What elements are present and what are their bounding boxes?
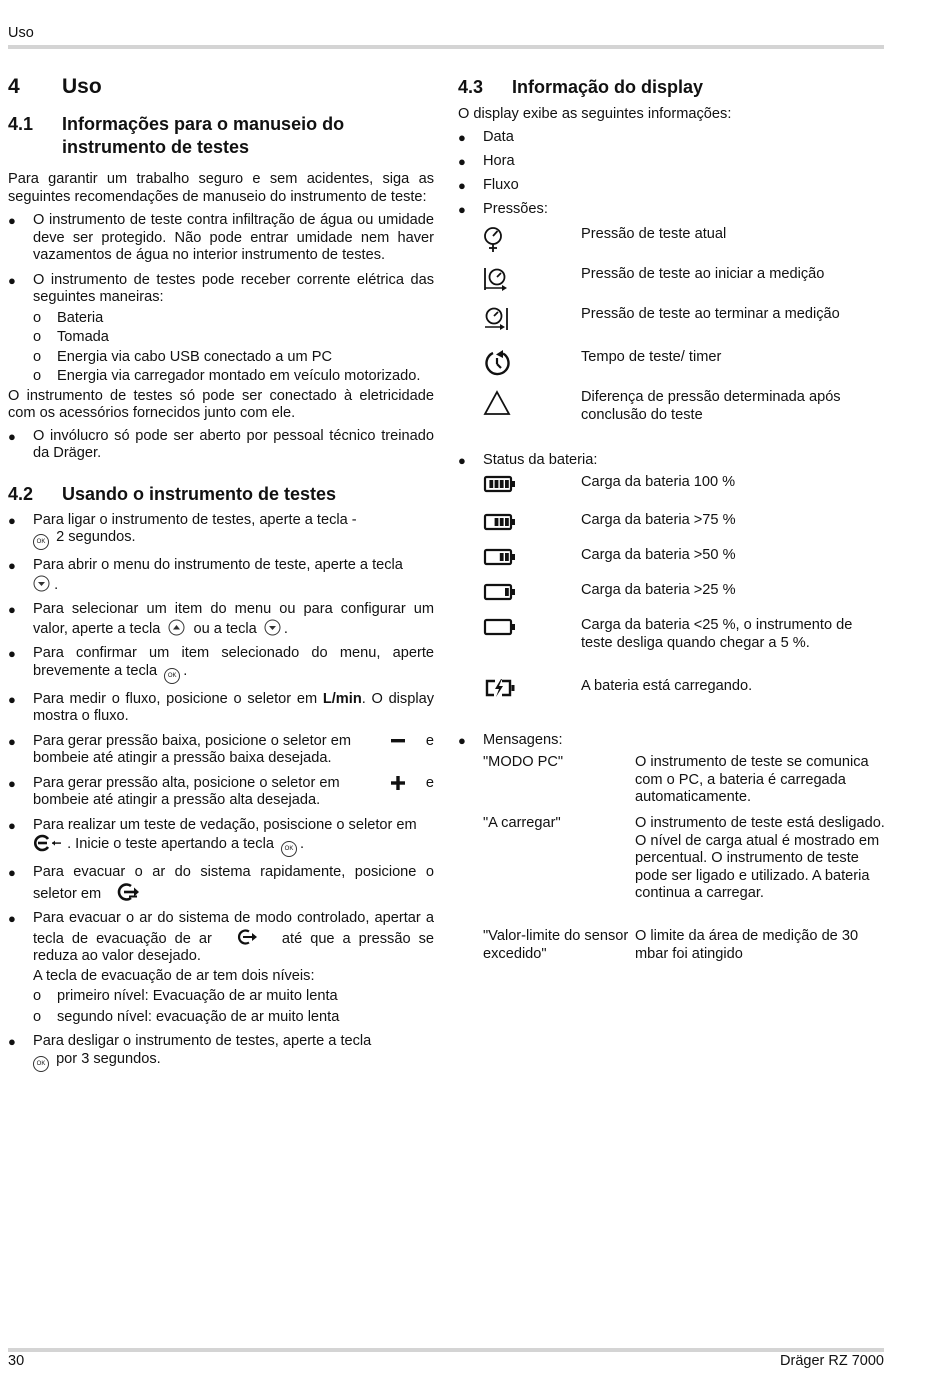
section-heading-4-3 (458, 76, 884, 99)
battery-bar (505, 553, 509, 561)
running-header: Uso (8, 25, 34, 41)
product-name: Dräger RZ 7000 (780, 1353, 884, 1369)
list-item: ● Hora (458, 153, 884, 177)
battery-bar (505, 588, 509, 596)
handling-list (8, 212, 434, 463)
battery-25-icon (483, 582, 517, 602)
battery-row: Carga da bateria <25 %, o instrumento de teste desliga quando chegar a 5 %. (483, 617, 881, 652)
messages-list (458, 732, 884, 756)
display-intro: O display exibe as seguintes informações: (458, 106, 732, 122)
battery-row: Carga da bateria >75 % (483, 512, 881, 538)
left-column (8, 74, 434, 1072)
evacuation-levels-list (8, 988, 434, 1026)
list-item: o Energia via cabo USB conectado a um PC (33, 349, 434, 367)
right-column (458, 76, 884, 976)
timer-row: Tempo de teste/ timer (483, 349, 881, 383)
message-key: "Valor-limite do sensor excedido" (483, 928, 629, 962)
ok-key-icon: OK (33, 1056, 49, 1072)
header-rule (8, 45, 884, 49)
battery-row: Carga da bateria >50 % (483, 547, 881, 573)
pressure-end-icon (483, 306, 509, 332)
pressure-current-icon (483, 226, 507, 254)
section-number: 4.2 (8, 483, 34, 504)
battery-50-icon (483, 547, 517, 567)
battery-bar (500, 480, 504, 488)
chapter-title: Uso (62, 75, 102, 98)
battery-bar (495, 518, 499, 526)
message-value: O instrumento de teste está desligado. O nível de carga atual é mostrado em percentual. O instrumento de teste pode ser ligado e utilizado. A bateria continua a carregar. (635, 815, 885, 901)
battery-75-icon (483, 512, 517, 532)
battery-bar (500, 518, 504, 526)
battery-row: A bateria está carregando. (483, 678, 881, 704)
intro-paragraph: Para garantir um trabalho seguro e sem acidentes, siga as seguintes recomendações de manuseio do instrumento de teste: (8, 171, 434, 205)
ok-key-icon: OK (281, 841, 297, 857)
message-key: "A carregar" (483, 815, 561, 831)
battery-status-list (458, 452, 884, 476)
message-key: "MODO PC" (483, 754, 564, 770)
battery-bar (489, 480, 493, 488)
list-item: ● Para gerar pressão baixa, posicione o seletor em e bombeie até atingir a pressão baixa desejada. (8, 733, 434, 768)
battery-bar (495, 480, 499, 488)
message-row (483, 754, 885, 807)
list-item: ● O instrumento de teste contra infiltração de água ou umidade deve ser protegido. Não pode entrar umidade nem haver vazamentos de água no interior instrumento de testes. (8, 212, 434, 265)
section-number: 4.3 (458, 77, 484, 97)
quick-evacuation-selector-icon (115, 882, 141, 902)
section-title: Informação do display (512, 77, 704, 97)
note-paragraph: O instrumento de testes só pode ser conectado à eletricidade com os acessórios fornecidos junto com ele. (8, 387, 434, 421)
pressure-current-row: Pressão de teste atual (483, 226, 881, 260)
chapter-heading (8, 74, 434, 100)
delta-row: Diferença de pressão determinada após conclusão do teste (483, 389, 881, 424)
list-item: ● Mensagens: (458, 732, 884, 756)
list-item: ● Para abrir o menu do instrumento de teste, aperte a tecla . (8, 557, 434, 594)
battery-bar (505, 480, 509, 488)
message-value: O instrumento de teste se comunica com o PC, a bateria é carregada automaticamente. (635, 754, 869, 805)
list-item: ● Pressões: (458, 201, 884, 225)
battery-100-icon (483, 474, 517, 494)
list-item: o Bateria (33, 310, 434, 328)
plus-selector-icon (390, 775, 406, 791)
list-item: ● Para selecionar um item do menu ou para configurar um valor, aperte a tecla ou a tecla . (8, 601, 434, 638)
pressure-end-row: Pressão de teste ao terminar a medição (483, 306, 881, 338)
battery-bar (500, 553, 504, 561)
minus-selector-icon (390, 736, 406, 746)
page-number: 30 (8, 1353, 25, 1369)
timer-icon (483, 349, 511, 377)
section-number: 4.1 (8, 114, 34, 134)
list-item: ● O invólucro só pode ser aberto por pessoal técnico treinado da Dräger. (8, 428, 434, 463)
list-item: ● Para desligar o instrumento de testes, aperte a tecla OK por 3 segundos. (8, 1033, 434, 1072)
battery-row: Carga da bateria 100 % (483, 474, 881, 500)
battery-charging-icon (483, 678, 517, 698)
ok-key-icon: OK (33, 534, 49, 550)
battery-empty-icon (483, 617, 517, 637)
message-row (483, 815, 885, 903)
list-item: o segundo nível: evacuação de ar muito lenta (33, 1009, 434, 1027)
list-item: o Energia via carregador montado em veículo motorizado. (33, 368, 434, 386)
delta-icon (483, 389, 511, 417)
battery-bar (505, 518, 509, 526)
message-value: O limite da área de medição de 30 mbar foi atingido (635, 928, 859, 962)
list-item: ● Para evacuar o ar do sistema rapidamente, posicione o seletor em (8, 864, 434, 903)
menu-key-icon (33, 575, 50, 592)
display-info-list (458, 129, 884, 226)
list-item: ● Data (458, 129, 884, 153)
pressure-start-icon (483, 266, 509, 292)
list-item: o primeiro nível: Evacuação de ar muito lenta (33, 988, 434, 1006)
footer-rule (8, 1348, 884, 1352)
section-title: Usando o instrumento de testes (62, 483, 337, 504)
section-heading-4-2 (8, 483, 434, 506)
usage-list (8, 512, 434, 1072)
up-key-icon (168, 619, 185, 636)
list-item: ● Para medir o fluxo, posicione o seletor em L/min. O display mostra o fluxo. (8, 691, 434, 726)
list-item: ● Para evacuar o ar do sistema de modo controlado, apertar a tecla de evacuação de ar até que a pressão se reduza ao valor desejado. A tecla de evacuação de ar tem dois níveis: o primeiro nível: Evacuação de ar muito lenta o segundo nível: evacuação de ar muito lenta (8, 910, 434, 1026)
list-item: ● Status da bateria: (458, 452, 884, 476)
ok-key-icon: OK (164, 668, 180, 684)
list-item: ● Para ligar o instrumento de testes, aperte a tecla - OK 2 segundos. (8, 512, 434, 551)
power-sources-list (8, 310, 434, 386)
list-item: ● O instrumento de testes pode receber corrente elétrica das seguintes maneiras: o Bateria o Tomada o Energia via cabo USB conectado a um PC o Energia via carregador montado em veículo motorizado. O instrumento de testes só pode ser conectado à eletricidade com os acessórios fornecidos junto com ele. (8, 272, 434, 423)
message-row (483, 928, 885, 963)
chapter-number: 4 (8, 75, 20, 98)
list-item: ● Para gerar pressão alta, posicione o seletor em e bombeie até atingir a pressão alta desejada. (8, 775, 434, 810)
section-title: Informações para o manuseio do instrumento de testes (62, 114, 345, 157)
pressure-start-row: Pressão de teste ao iniciar a medição (483, 266, 881, 298)
section-heading-4-1 (8, 113, 434, 159)
leak-test-selector-icon (33, 834, 63, 852)
list-item: ● Fluxo (458, 177, 884, 201)
air-evacuation-key-icon (234, 928, 260, 946)
list-item: o Tomada (33, 329, 434, 347)
battery-row: Carga da bateria >25 % (483, 582, 881, 608)
list-item: ● Para realizar um teste de vedação, posiscione o seletor em . Inicie o teste apertando a tecla OK . (8, 817, 434, 858)
down-key-icon (264, 619, 281, 636)
list-item: ● Para confirmar um item selecionado do menu, aperte brevemente a tecla OK . (8, 645, 434, 684)
